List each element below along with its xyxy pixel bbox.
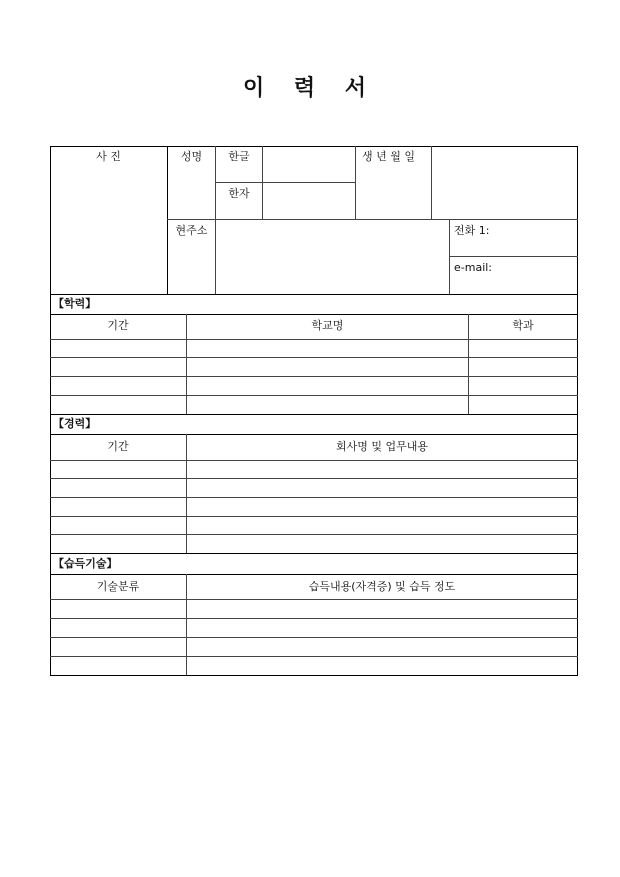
skills-section-top bbox=[50, 553, 578, 554]
skills-header-detail: 습득내용(자격증) 및 습득 정도 bbox=[308, 580, 456, 593]
table-row bbox=[50, 497, 578, 498]
career-section-top bbox=[50, 414, 578, 415]
career-header-period: 기간 bbox=[107, 440, 129, 453]
table-row bbox=[50, 460, 578, 461]
education-section-top bbox=[50, 294, 578, 295]
chinese-name-label: 한자 bbox=[228, 187, 250, 200]
address-row-line bbox=[167, 219, 578, 220]
education-header-top bbox=[50, 314, 578, 315]
career-header-top bbox=[50, 434, 578, 435]
label-divider bbox=[215, 146, 216, 294]
contact-row-line bbox=[449, 256, 578, 257]
career-header-company: 회사명 및 업무내용 bbox=[335, 440, 428, 453]
table-row bbox=[50, 357, 578, 358]
border-right bbox=[577, 146, 578, 676]
career-section-title: 【경력】 bbox=[53, 417, 97, 430]
education-header-major: 학과 bbox=[512, 319, 534, 332]
border-left bbox=[50, 146, 51, 676]
border-bottom bbox=[50, 675, 578, 676]
photo-divider bbox=[167, 146, 168, 294]
address-label: 현주소 bbox=[175, 224, 208, 237]
birth-label-divider bbox=[355, 146, 356, 219]
resume-form bbox=[50, 146, 578, 676]
table-row bbox=[50, 478, 578, 479]
table-row bbox=[50, 339, 578, 340]
table-row bbox=[50, 637, 578, 638]
border-top bbox=[50, 146, 578, 147]
document-title: 이 력 서 bbox=[242, 76, 378, 101]
education-header-school: 학교명 bbox=[311, 319, 344, 332]
table-row bbox=[50, 618, 578, 619]
birthdate-label: 생 년 월 일 bbox=[362, 150, 415, 163]
email-label: e-mail: bbox=[454, 261, 493, 274]
skills-header-category: 기술분류 bbox=[96, 580, 140, 593]
skills-header-top bbox=[50, 574, 578, 575]
name-label: 성명 bbox=[180, 150, 203, 163]
name-row-line bbox=[215, 182, 355, 183]
table-row bbox=[50, 599, 578, 600]
skills-section-title: 【습득기술】 bbox=[53, 557, 118, 570]
table-row bbox=[50, 534, 578, 535]
table-row bbox=[50, 656, 578, 657]
table-row bbox=[50, 376, 578, 377]
education-header-period: 기간 bbox=[107, 319, 129, 332]
education-section-title: 【학력】 bbox=[53, 297, 97, 310]
phone-label: 전화 1: bbox=[454, 224, 490, 237]
birth-value-divider bbox=[431, 146, 432, 219]
table-row bbox=[50, 395, 578, 396]
table-row bbox=[50, 516, 578, 517]
korean-name-label: 한글 bbox=[228, 150, 250, 163]
photo-label: 사 진 bbox=[96, 150, 121, 163]
